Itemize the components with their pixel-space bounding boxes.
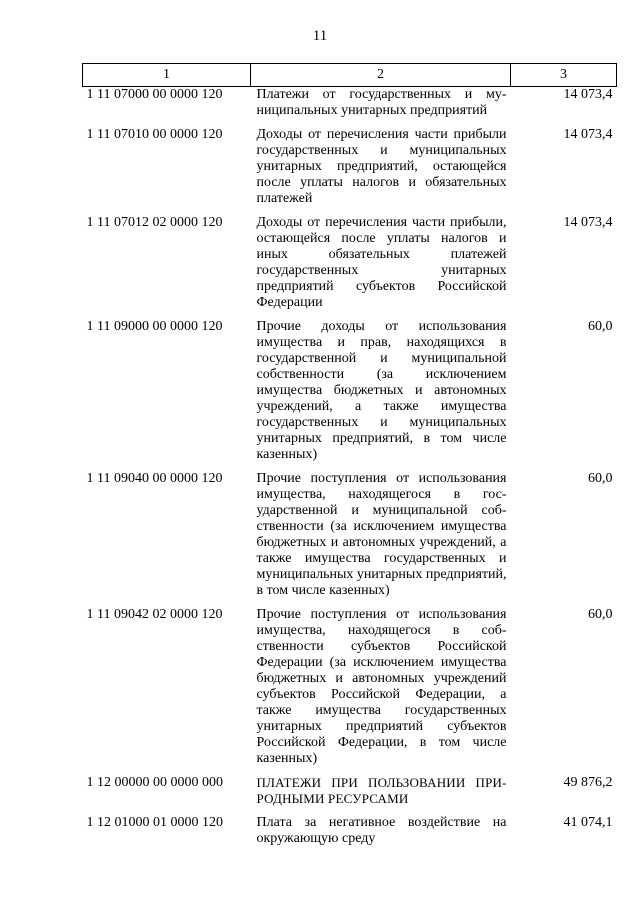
revenue-description: Плата за негативное воздействие на окружающую среду <box>256 815 507 846</box>
revenue-description: ПЛАТЕЖИ ПРИ ПОЛЬЗОВАНИИ ПРИРОДНЫМИ РЕСУРСАМИ <box>256 775 507 806</box>
revenue-code: 1 11 07012 02 0000 120 <box>86 215 223 230</box>
revenue-amount: 60,0 <box>588 607 613 622</box>
column-header-amount: 3 <box>511 64 617 87</box>
table-row <box>83 775 617 815</box>
table-row <box>83 87 617 128</box>
revenue-code: 1 11 09000 00 0000 120 <box>86 319 223 334</box>
page-number: 11 <box>312 28 328 44</box>
table-row <box>83 815 617 855</box>
revenue-description: Доходы от перечисления части прибыли, остающейся после уплаты налогов и иных обязательных платежей государственных унитарных предприятий субъектов Российской Федерации <box>256 215 507 310</box>
revenue-code: 1 12 00000 00 0000 000 <box>86 775 223 790</box>
revenue-amount: 49 876,2 <box>563 775 613 790</box>
revenue-code: 1 11 09040 00 0000 120 <box>86 471 223 486</box>
table-row <box>83 127 617 215</box>
table-row <box>83 215 617 319</box>
budget-table <box>82 63 617 855</box>
revenue-amount: 41 074,1 <box>563 815 613 830</box>
revenue-description: Прочие поступления от использования имущества, находящегося в государственной и муниципальной собственности (за исключением имущества бюджетных и автономных учреждений, а также имущества государственных и муниципальных унитарных предприятий, в том числе казенных) <box>256 471 507 598</box>
revenue-amount: 14 073,4 <box>563 127 613 142</box>
column-header-code: 1 <box>83 64 251 87</box>
revenue-code: 1 11 07000 00 0000 120 <box>86 87 223 102</box>
revenue-description: Доходы от перечисления части прибыли государственных и муниципальных унитарных предприятий, остающейся после уплаты налогов и обязательных платежей <box>256 127 507 206</box>
column-header-description: 2 <box>251 64 511 87</box>
revenue-amount: 14 073,4 <box>563 87 613 102</box>
revenue-amount: 60,0 <box>588 319 613 334</box>
table-header <box>83 64 617 87</box>
revenue-code: 1 11 09042 02 0000 120 <box>86 607 223 622</box>
revenue-description: Прочие доходы от использования имущества и прав, находящихся в государственной и муниципальной собственности (за исключением имущества бюджетных и автономных учреждений, а также имущества государственных и муниципальных унитарных предприятий, в том числе казенных) <box>256 319 507 462</box>
revenue-code: 1 12 01000 01 0000 120 <box>86 815 223 830</box>
revenue-amount: 60,0 <box>588 471 613 486</box>
table-row <box>83 607 617 775</box>
revenue-description: Платежи от государственных и муниципальных унитарных предприятий <box>256 87 507 118</box>
revenue-code: 1 11 07010 00 0000 120 <box>86 127 223 142</box>
revenue-amount: 14 073,4 <box>563 215 613 230</box>
revenue-description: Прочие поступления от использования имущества, находящегося в собственности субъектов Российской Федерации (за исключением имущества бюджетных и автономных учреждений субъектов Российской Федерации, а также имущества государственных унитарных предприятий субъектов Российской Федерации, в том числе казенных) <box>256 607 507 766</box>
table-row <box>83 319 617 471</box>
table-row <box>83 471 617 607</box>
